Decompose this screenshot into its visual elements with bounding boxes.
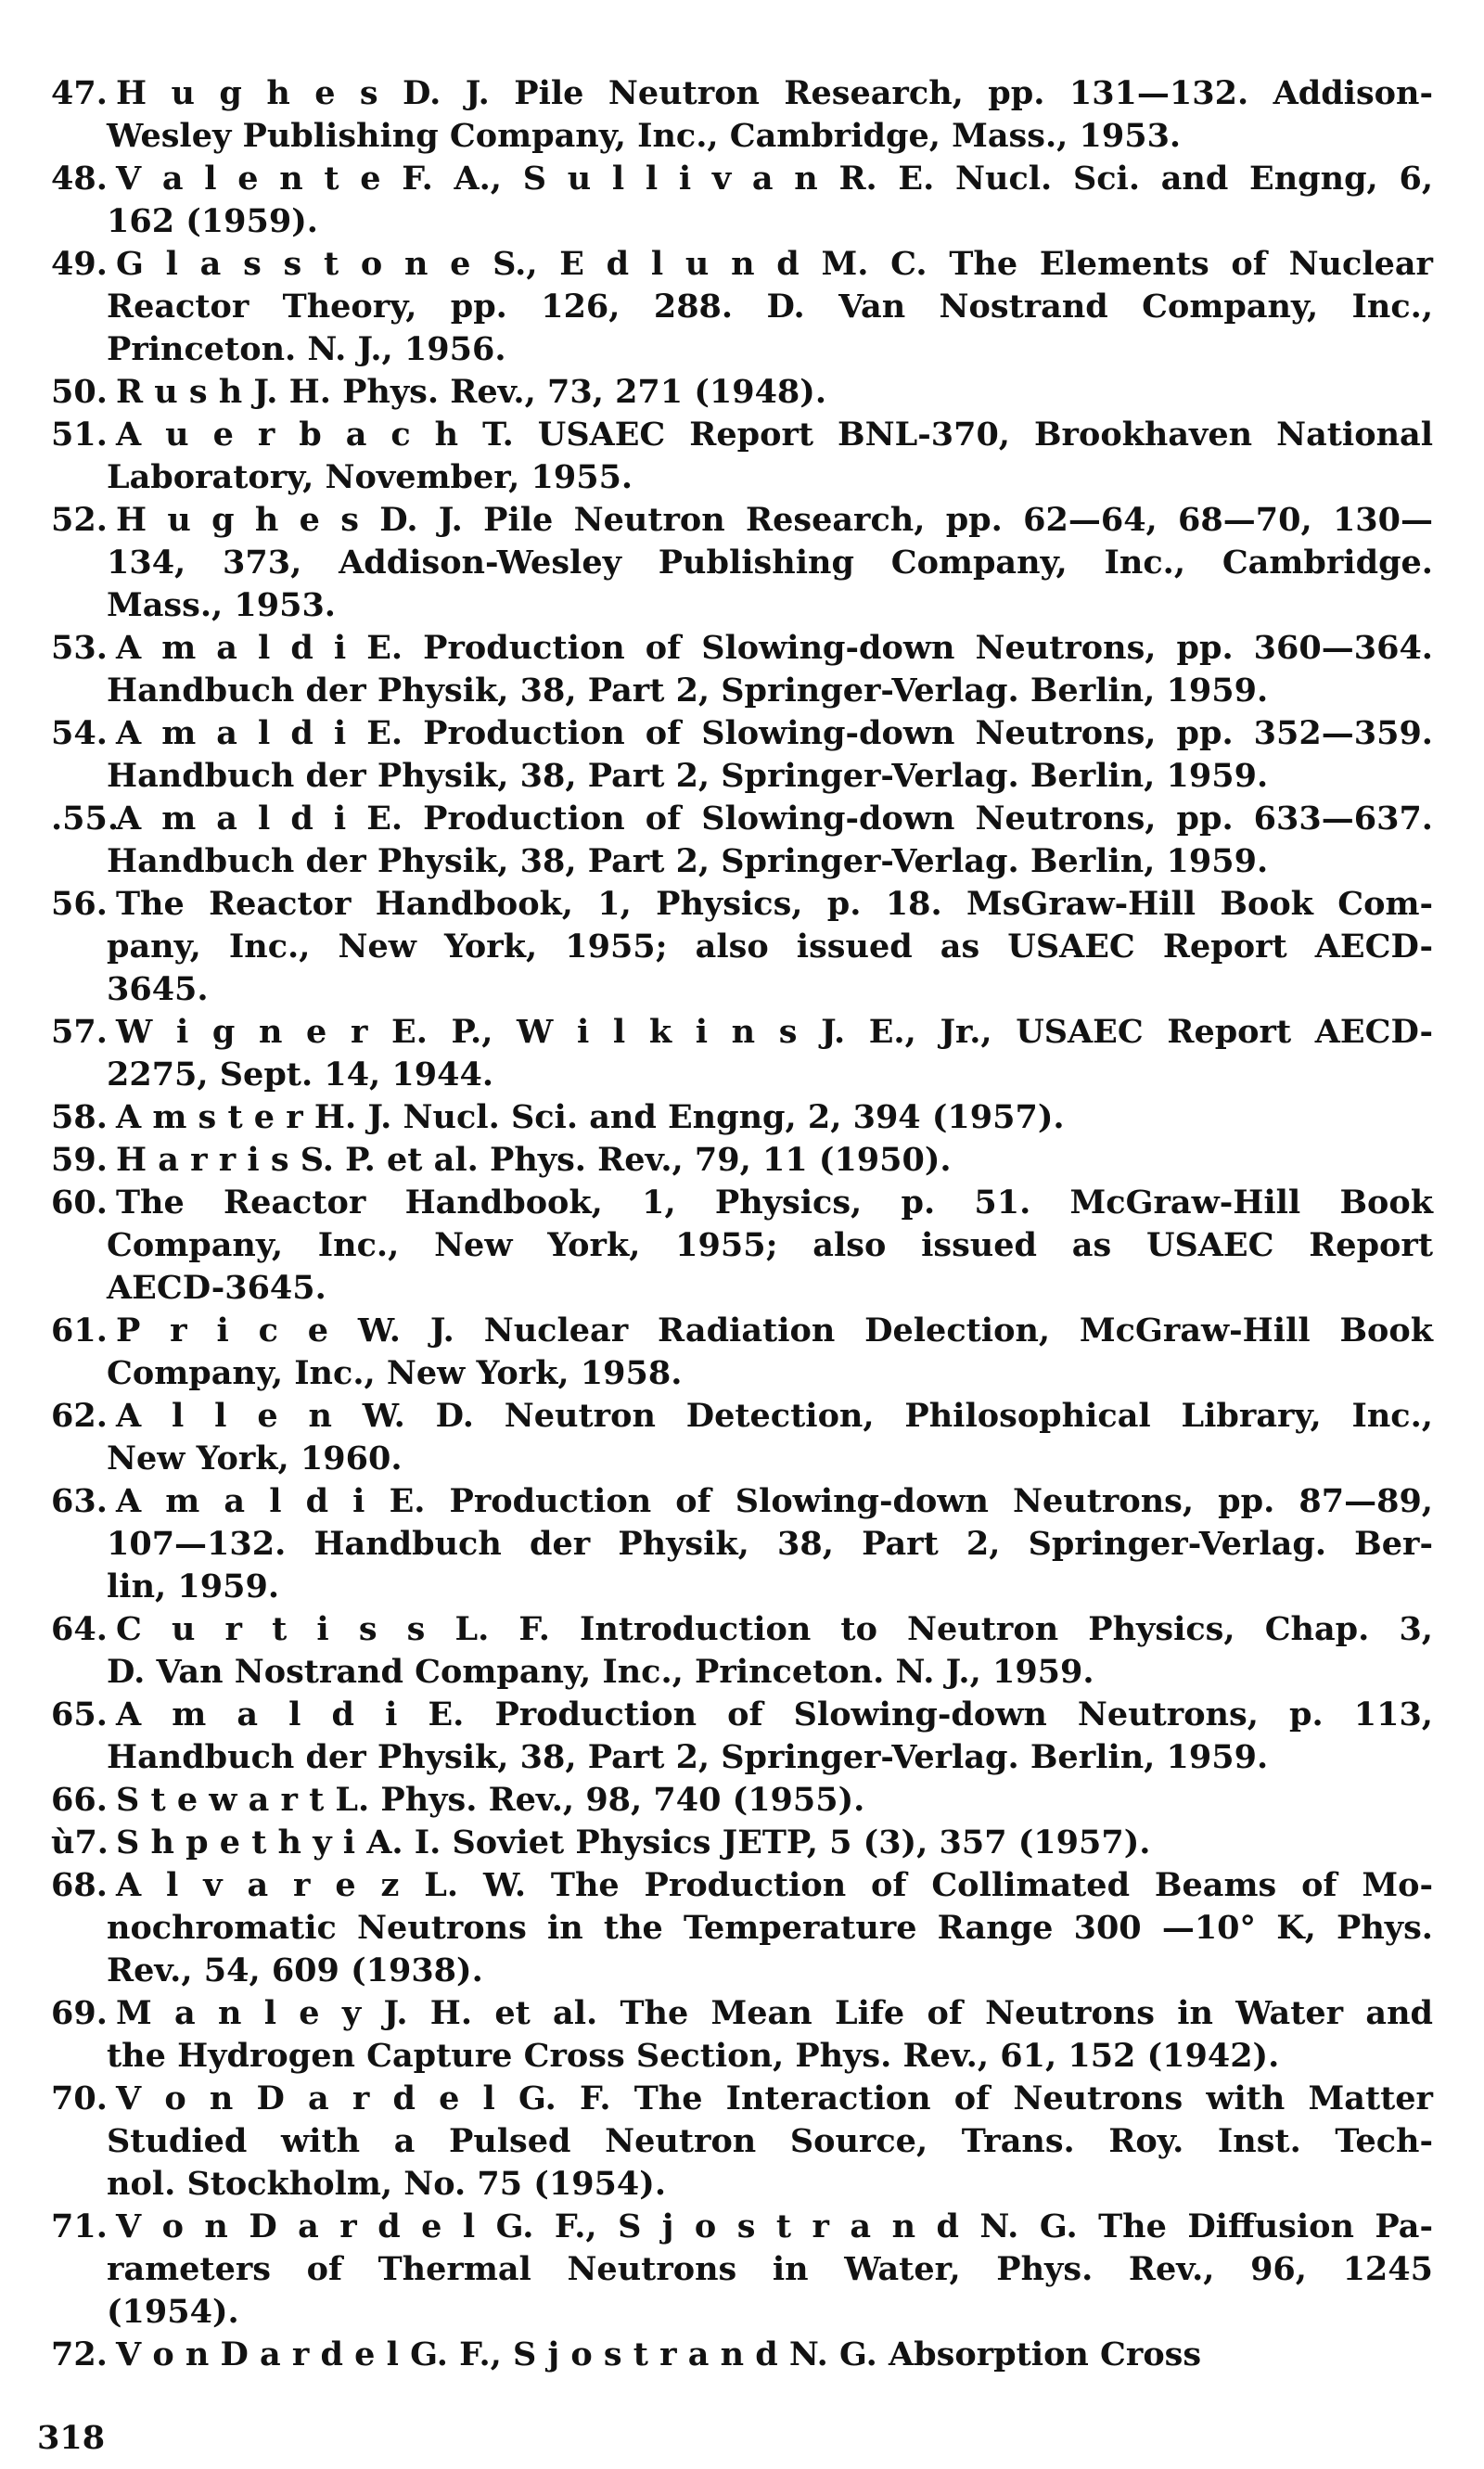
reference-line: A m a l d i E. Production of Slowing-down Neutrons, p. 113, [116, 1695, 1433, 1733]
reference-line: the Hydrogen Capture Cross Section, Phys. Rev., 61, 152 (1942). [107, 2037, 1280, 2075]
reference-line: rameters of Thermal Neutrons in Water, Phys. Rev., 96, 1245 [107, 2250, 1433, 2288]
reference-item [0, 414, 1433, 499]
reference-item [0, 1480, 1433, 1608]
reference-number: 66. [51, 1781, 108, 1819]
reference-item [0, 1182, 1433, 1310]
reference-item [0, 1822, 1433, 1864]
reference-line: G l a s s t o n e S., E d l u n d M. C. The Elements of Nuclear [116, 245, 1433, 283]
reference-line: Mass., 1953. [107, 586, 336, 624]
reference-line: S t e w a r t L. Phys. Rev., 98, 740 (1955). [116, 1781, 865, 1819]
reference-line: (1954). [107, 2293, 239, 2331]
reference-line: M a n l e y J. H. et al. The Mean Life of Neutrons in Water and [116, 1994, 1433, 2032]
reference-line: D. Van Nostrand Company, Inc., Princeton. N. J., 1959. [107, 1653, 1094, 1691]
reference-line: H a r r i s S. P. et al. Phys. Rev., 79, 11 (1950). [116, 1141, 952, 1179]
reference-item [0, 2334, 1433, 2376]
reference-line: V o n D a r d e l G. F., S j o s t r a n d N. G. Absorption Cross [116, 2335, 1202, 2373]
reference-line: Company, Inc., New York, 1955; also issued as USAEC Report [107, 1226, 1433, 1264]
reference-item [0, 371, 1433, 414]
reference-line: A u e r b a c h T. USAEC Report BNL-370, Brookhaven National [116, 416, 1433, 454]
reference-number: 63. [51, 1482, 108, 1520]
reference-line: The Reactor Handbook, 1, Physics, p. 18. MsGraw-Hill Book Com- [116, 885, 1433, 923]
reference-line: New York, 1960. [107, 1439, 403, 1478]
reference-line: 2275, Sept. 14, 1944. [107, 1055, 494, 1094]
reference-number: 70. [51, 2079, 108, 2117]
reference-number: 64. [51, 1610, 108, 1648]
reference-item [0, 627, 1433, 712]
reference-number: 54. [51, 714, 108, 752]
reference-line: Laboratory, November, 1955. [107, 458, 633, 496]
reference-item [0, 1694, 1433, 1779]
reference-number: 53. [51, 629, 108, 667]
reference-line: Studied with a Pulsed Neutron Source, Trans. Roy. Inst. Tech- [107, 2122, 1433, 2160]
reference-item [0, 1608, 1433, 1694]
reference-number: 51. [51, 416, 108, 454]
reference-line: A m a l d i E. Production of Slowing-down Neutrons, pp. 87—89, [116, 1482, 1433, 1520]
reference-line: A l l e n W. D. Neutron Detection, Philosophical Library, Inc., [116, 1397, 1433, 1435]
reference-line: Handbuch der Physik, 38, Part 2, Springer-Verlag. Berlin, 1959. [107, 842, 1269, 880]
reference-item [0, 72, 1433, 158]
reference-line: Handbuch der Physik, 38, Part 2, Springer-Verlag. Berlin, 1959. [107, 1738, 1269, 1776]
reference-number: ù7. [51, 1823, 109, 1861]
reference-number: 56. [51, 885, 108, 923]
references-list [0, 72, 1433, 2376]
reference-line: A m a l d i E. Production of Slowing-down Neutrons, pp. 633—637. [116, 800, 1433, 838]
reference-item [0, 158, 1433, 243]
reference-item [0, 883, 1433, 1011]
reference-number: 57. [51, 1013, 108, 1051]
reference-line: H u g h e s D. J. Pile Neutron Research, pp. 62—64, 68—70, 130— [116, 501, 1433, 539]
page-number: 318 [37, 2419, 106, 2457]
reference-line: Wesley Publishing Company, Inc., Cambridge, Mass., 1953. [107, 117, 1182, 155]
reference-item [0, 1011, 1433, 1096]
reference-item [0, 499, 1433, 627]
reference-line: Reactor Theory, pp. 126, 288. D. Van Nostrand Company, Inc., [107, 288, 1433, 326]
reference-line: Rev., 54, 609 (1938). [107, 1951, 483, 1989]
reference-line: AECD-3645. [107, 1269, 326, 1307]
reference-number: 50. [51, 373, 108, 411]
reference-line: A m s t e r H. J. Nucl. Sci. and Engng, 2, 394 (1957). [116, 1098, 1065, 1136]
reference-line: A m a l d i E. Production of Slowing-down Neutrons, pp. 352—359. [116, 714, 1433, 752]
reference-line: V o n D a r d e l G. F. The Interaction of Neutrons with Matter [116, 2079, 1433, 2117]
reference-line: S h p e t h y i A. I. Soviet Physics JETP, 5 (3), 357 (1957). [116, 1823, 1151, 1861]
reference-item [0, 2206, 1433, 2334]
reference-line: H u g h e s D. J. Pile Neutron Research, pp. 131—132. Addison- [116, 74, 1433, 112]
reference-number: 47. [51, 74, 108, 112]
reference-item [0, 1779, 1433, 1822]
reference-line: 162 (1959). [107, 202, 318, 240]
reference-line: P r i c e W. J. Nuclear Radiation Delection, McGraw-Hill Book [116, 1311, 1433, 1350]
reference-line: A m a l d i E. Production of Slowing-down Neutrons, pp. 360—364. [116, 629, 1433, 667]
reference-line: Handbuch der Physik, 38, Part 2, Springer-Verlag. Berlin, 1959. [107, 672, 1269, 710]
reference-item [0, 1096, 1433, 1139]
reference-line: Handbuch der Physik, 38, Part 2, Springer-Verlag. Berlin, 1959. [107, 757, 1269, 795]
reference-line: R u s h J. H. Phys. Rev., 73, 271 (1948). [116, 373, 827, 411]
reference-number: 61. [51, 1311, 108, 1350]
reference-line: W i g n e r E. P., W i l k i n s J. E., Jr., USAEC Report AECD- [116, 1013, 1433, 1051]
reference-item [0, 1310, 1433, 1395]
reference-number: 68. [51, 1866, 108, 1904]
reference-number: 48. [51, 160, 108, 198]
reference-number: 62. [51, 1397, 108, 1435]
reference-line: Company, Inc., New York, 1958. [107, 1354, 683, 1392]
reference-line: C u r t i s s L. F. Introduction to Neutron Physics, Chap. 3, [116, 1610, 1433, 1648]
reference-item [0, 798, 1433, 883]
reference-line: lin, 1959. [107, 1567, 280, 1605]
reference-number: 69. [51, 1994, 108, 2032]
reference-line: A l v a r e z L. W. The Production of Collimated Beams of Mo- [116, 1866, 1433, 1904]
reference-number: 49. [51, 245, 108, 283]
reference-number: 59. [51, 1141, 108, 1179]
reference-line: nochromatic Neutrons in the Temperature Range 300 —10° K, Phys. [107, 1909, 1433, 1947]
reference-item [0, 1139, 1433, 1182]
reference-line: V a l e n t e F. A., S u l l i v a n R. E. Nucl. Sci. and Engng, 6, [116, 160, 1433, 198]
reference-line: 3645. [107, 970, 209, 1008]
reference-number: 72. [51, 2335, 108, 2373]
reference-item [0, 2078, 1433, 2206]
reference-item [0, 1864, 1433, 1992]
reference-item [0, 243, 1433, 371]
reference-line: Princeton. N. J., 1956. [107, 330, 506, 368]
reference-line: V o n D a r d e l G. F., S j o s t r a n d N. G. The Diffusion Pa- [116, 2207, 1433, 2245]
reference-item [0, 712, 1433, 798]
reference-number: 58. [51, 1098, 108, 1136]
reference-line: pany, Inc., New York, 1955; also issued as USAEC Report AECD- [107, 927, 1433, 966]
reference-line: 107—132. Handbuch der Physik, 38, Part 2, Springer-Verlag. Ber- [107, 1525, 1433, 1563]
reference-line: 134, 373, Addison-Wesley Publishing Company, Inc., Cambridge. [107, 544, 1433, 582]
reference-item [0, 1395, 1433, 1480]
reference-number: 52. [51, 501, 108, 539]
reference-number: 65. [51, 1695, 108, 1733]
reference-number: 60. [51, 1183, 108, 1222]
reference-number: .55. [51, 800, 120, 838]
reference-line: nol. Stockholm, No. 75 (1954). [107, 2165, 666, 2203]
reference-line: The Reactor Handbook, 1, Physics, p. 51. McGraw-Hill Book [116, 1183, 1433, 1222]
reference-number: 71. [51, 2207, 108, 2245]
reference-item [0, 1992, 1433, 2078]
